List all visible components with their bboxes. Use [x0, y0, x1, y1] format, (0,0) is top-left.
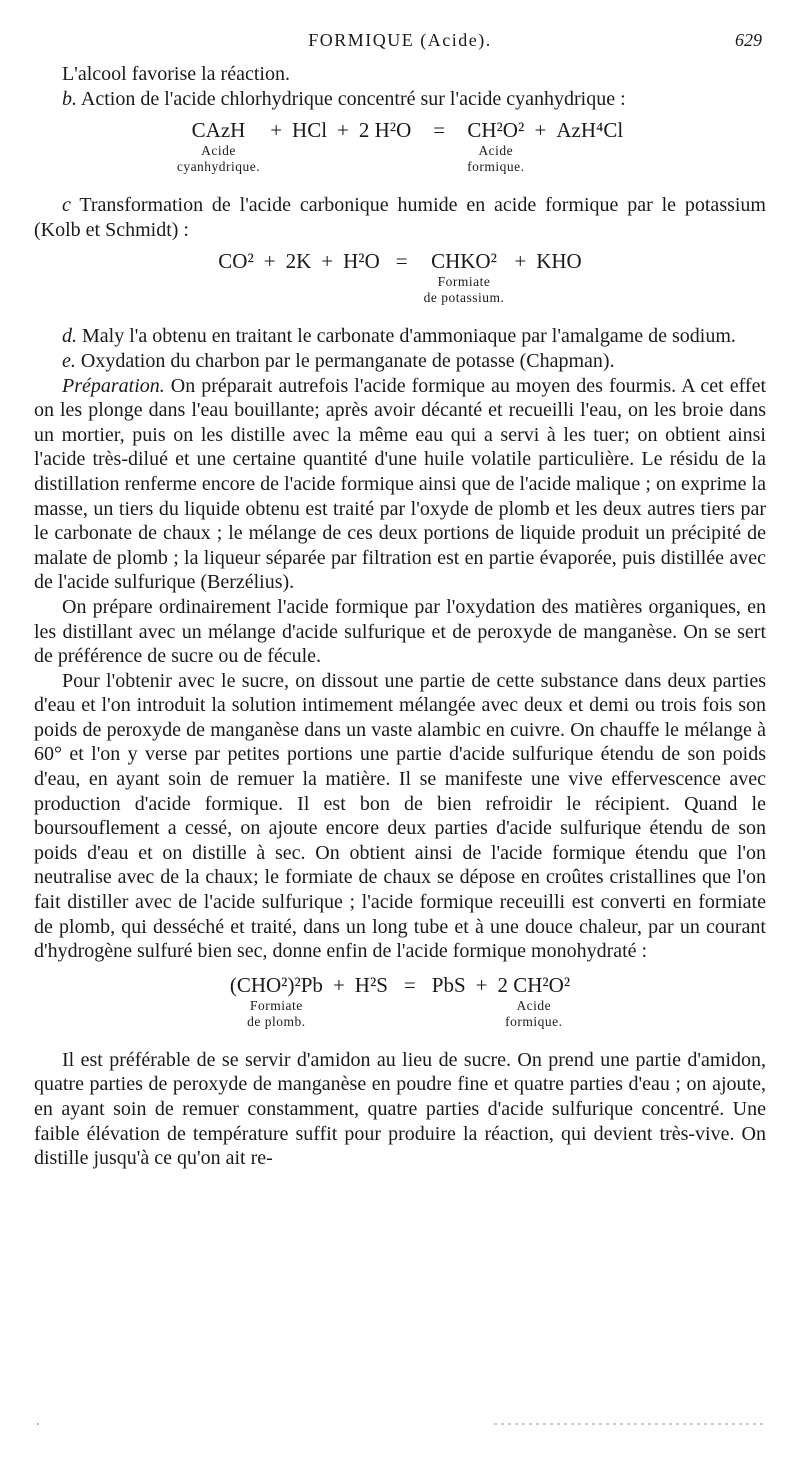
body-text	[34, 62, 766, 1171]
eq1-term-2: HCl	[292, 118, 328, 143]
page-header	[36, 30, 764, 56]
paragraph-d-text: Maly l'a obtenu en traitant le carbonate d'ammoniaque par l'amalgame de sodium.	[82, 325, 736, 348]
eq2-term-4: CHKO² Formiate de potassium.	[423, 249, 505, 306]
eq1-term-3: 2 H²O	[358, 118, 412, 143]
equation-potassium	[34, 248, 766, 318]
eq1-caption-1: Acide cyanhydrique.	[176, 143, 261, 175]
eq1-term-4: CH²O² Acide formique.	[467, 118, 525, 175]
eq1-op-1: +	[270, 118, 283, 143]
eq3-term-2: H²S	[354, 972, 388, 997]
eq2-term-1: CO²	[218, 249, 254, 274]
eq2-term-2: 2K	[285, 249, 312, 274]
eq1-equals: =	[433, 118, 446, 143]
paragraph-b-text: Action de l'acide chlorhydrique concentré sur l'acide cyanhydrique :	[80, 87, 626, 110]
eq2-term-3: H²O	[343, 249, 380, 274]
section-label-preparation: Préparation.	[62, 374, 165, 397]
paragraph-e	[34, 349, 766, 374]
paragraph-sugar-method: Pour l'obtenir avec le sucre, on dissout une partie de cette substance dans deux parties d'eau et l'on introduit la solution intimement mélangée avec deux et demi ou trois fois son poids de peroxyde de manganèse dans un vaste alambic en cuivre. On chauffe le mélange à 60° et l'on y verse par petites portions une partie d'acide sulfurique étendu de son poids d'eau, en ayant soin de remuer la matière. Il se manifeste une vive effervescence avec production d'acide formique. Il est bon de bien refroidir le récipient. Quand le boursouflement a cessé, on ajoute encore deux parties d'acide sulfurique étendu de son poids d'eau et on distille à sec. On obtient ainsi de l'acide formique étendu que l'on neutralise avec de la chaux; le formiate de chaux se dépose en croûtes cristallines que l'on fait distiller avec de l'acide sulfurique ; l'acide formique receuilli est converti en formiate de plomb, qui desséché et traité, dans un long tube et à une douce chaleur, par un courant d'hydrogène sulfuré bien sec, donne enfin de l'acide formique monohydraté :	[34, 669, 766, 963]
paragraph-ordinary-method: On prépare ordinairement l'acide formique par l'oxydation des matières organiques, en les distillant avec un mélange d'acide sulfurique et de peroxyde de manganèse. On se sert de préférence de sucre ou de fécule.	[34, 595, 766, 668]
eq3-caption-1: Formiate de plomb.	[247, 997, 306, 1029]
equation-lead-formate	[34, 972, 766, 1038]
footer-print-marks	[34, 1422, 766, 1426]
page-number: 629	[735, 30, 762, 50]
eq1-op-4: +	[534, 118, 547, 143]
eq1-caption-4: Acide formique.	[467, 143, 525, 175]
item-label-b: b.	[62, 87, 77, 110]
paragraph-b	[34, 87, 766, 112]
item-label-c: c	[62, 194, 71, 217]
eq3-equals: =	[403, 972, 416, 997]
paragraph-c	[34, 193, 766, 242]
paragraph-preparation-text: On préparait autrefois l'acide formique au moyen des fourmis. A cet effet on les plonge dans l'eau bouillante; après avoir décanté et recueilli l'eau, on les broie dans un mortier, puis on les distille avec la même eau qui a servi à les tuer; on obtient ainsi l'acide très-dilué et une certaine quantité d'une huile volatile particulière. Le résidu de la distillation renferme encore de l'acide formique ainsi que de l'acide malique ; on exprime la masse, un tiers du liquide obtenu est traité par l'oxyde de plomb et les deux autres tiers par le carbonate de chaux ; le mélange de ces deux portions de liquide produit un précipité de malate de plomb ; la liqueur séparée par filtration est en partie évaporée, puis distillée avec de l'acide sulfurique (Berzélius).	[34, 374, 767, 594]
paragraph-e-text: Oxydation du charbon par le permanganate de potasse (Chapman).	[80, 349, 615, 372]
eq3-caption-4: Acide formique.	[505, 997, 563, 1029]
paragraph-preparation	[34, 374, 766, 595]
eq3-op-1: +	[332, 972, 345, 997]
paragraph-starch-method: Il est préférable de se servir d'amidon au lieu de sucre. On prend une partie d'amidon, quatre parties de peroxyde de manganèse en poudre fine et quatre parties d'eau ; on ajoute, en ayant soin de remuer constamment, quatre parties d'acide sulfurique concentré. Une faible élévation de température suffit pour produire la réaction, qui devient très-vive. On distille jusqu'à ce qu'on ait re-	[34, 1048, 766, 1170]
eq1-term-1: CAzH Acide cyanhydrique.	[176, 118, 261, 175]
eq2-op-2: +	[321, 249, 334, 274]
eq3-op-3: +	[475, 972, 488, 997]
paragraph-c-text: Transformation de l'acide carbonique humide en acide formique par le potassium (Kolb et Schmidt) :	[34, 194, 766, 241]
item-label-e: e.	[62, 349, 76, 372]
eq2-op-1: +	[263, 249, 276, 274]
eq3-term-3: PbS	[431, 972, 466, 997]
eq1-op-2: +	[337, 118, 349, 143]
item-label-d: d.	[62, 325, 77, 348]
running-title: FORMIQUE (Acide).	[308, 30, 492, 50]
eq3-term-4: 2 CH²O² Acide formique.	[497, 972, 571, 1029]
equation-cyanhydric	[34, 117, 766, 185]
eq2-caption-4: Formiate de potassium.	[423, 274, 505, 306]
paragraph-d	[34, 324, 766, 349]
eq3-term-1: (CHO²)²Pb Formiate de plomb.	[229, 972, 323, 1029]
eq1-term-5: AzH⁴Cl	[556, 118, 624, 143]
eq2-term-5: KHO	[536, 249, 582, 274]
paragraph-alcool: L'alcool favorise la réaction.	[62, 63, 290, 85]
eq2-equals: =	[395, 249, 408, 274]
eq2-op-4: +	[514, 249, 527, 274]
